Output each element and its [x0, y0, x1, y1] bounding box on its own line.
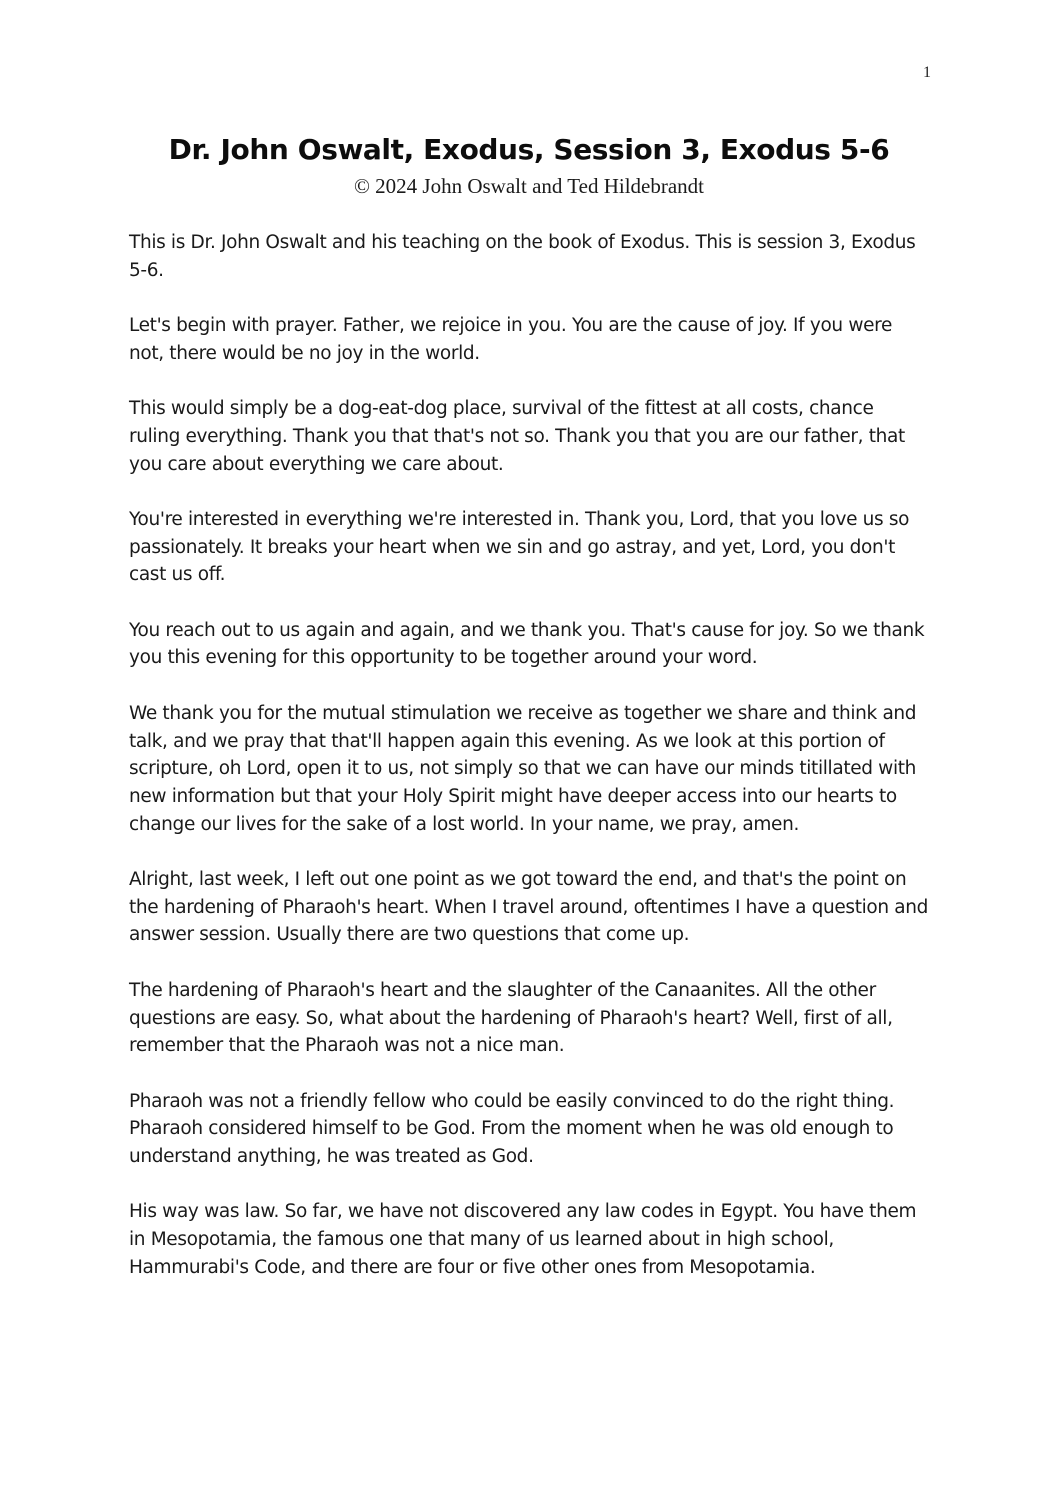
- document-title: Dr. John Oswalt, Exodus, Session 3, Exodus 5-6: [168, 133, 890, 166]
- document-body: [129, 229, 929, 1309]
- page-number: 1: [923, 64, 931, 81]
- paragraph-law-codes: His way was law. So far, we have not discovered any law codes in Egypt. You have them in Mesopotamia, the famous one that many of us learned about in high school, Hammurabi's Code, and there are four or five other ones from Mesopotamia.: [129, 1201, 917, 1278]
- paragraph-prayer-world: This would simply be a dog-eat-dog place, survival of the fittest at all costs, chance ruling everything. Thank you that that's not so. Thank you that you are our father, that you care about everything we care about.: [129, 398, 905, 475]
- paragraph-prayer-joy: You reach out to us again and again, and we thank you. That's cause for joy. So we thank you this evening for this opportunity to be together around your word.: [129, 619, 925, 669]
- paragraph-prayer-opening: Let's begin with prayer. Father, we rejoice in you. You are the cause of joy. If you were not, there would be no joy in the world.: [129, 315, 893, 364]
- copyright-line: © 2024 John Oswalt and Ted Hildebrandt: [353, 174, 705, 198]
- paragraph-prayer-love: You're interested in everything we're interested in. Thank you, Lord, that you love us so passionately. It breaks your heart when we sin and go astray, and yet, Lord, you don't cast us off.: [129, 508, 910, 586]
- paragraph-hardening-questions: The hardening of Pharaoh's heart and the slaughter of the Canaanites. All the other questions are easy. So, what about the hardening of Pharaoh's heart? Well, first of all, remember that the Pharaoh was not a nice man.: [129, 979, 893, 1057]
- paragraph-pharaoh-god: Pharaoh was not a friendly fellow who could be easily convinced to do the right thing. Pharaoh considered himself to be God. From the moment when he was old enough to understand anything, he was treated as God.: [129, 1090, 895, 1168]
- paragraph-prayer-closing: We thank you for the mutual stimulation we receive as together we share and think and talk, and we pray that that'll happen again this evening. As we look at this portion of scripture, oh Lord, open it to us, not simply so that we can have our minds titillated with new information but that your Holy Spirit might have deeper access into our hearts to change our lives for the sake of a lost world. In your name, we pray, amen.: [129, 702, 917, 835]
- paragraph-hardening-intro: Alright, last week, I left out one point as we got toward the end, and that's the point on the hardening of Pharaoh's heart. When I travel around, oftentimes I have a question and answer session. Usually there are two questions that come up.: [129, 869, 929, 946]
- paragraph-intro: This is Dr. John Oswalt and his teaching on the book of Exodus. This is session 3, Exodus 5-6.: [129, 232, 916, 281]
